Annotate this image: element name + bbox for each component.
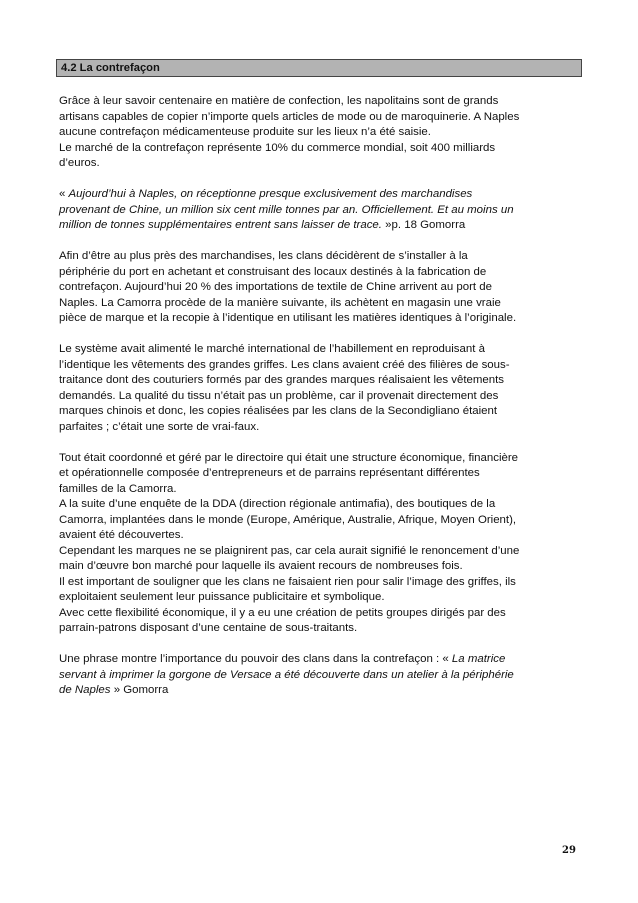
text-segment: exploitaient seulement leur puissance publicitaire et symbolique. — [59, 591, 385, 603]
text-line — [59, 280, 587, 296]
text-segment: Le système avait alimenté le marché international de l’habillement en reproduisant à — [59, 343, 485, 355]
paragraph — [59, 652, 587, 699]
text-line — [59, 156, 587, 172]
text-line — [59, 559, 587, 575]
text-segment: Grâce à leur savoir centenaire en matière de confection, les napolitains sont de grands — [59, 95, 499, 107]
text-segment: parfaites ; c’était une sorte de vrai-faux. — [59, 420, 260, 433]
text-line — [59, 451, 587, 467]
text-line — [59, 606, 587, 622]
italic-quote-text: servant à imprimer la gorgone de Versace a été découverte dans un atelier à la périphérie — [59, 668, 514, 681]
text-line — [59, 311, 587, 327]
text-line — [59, 544, 587, 560]
text-segment: Afin d’être au plus près des marchandises, les clans décidèrent de s’installer à la — [59, 250, 468, 262]
text-line — [59, 404, 587, 420]
text-line — [59, 296, 587, 312]
text-segment: » Gomorra — [110, 684, 169, 696]
text-line — [59, 342, 587, 358]
paragraph — [59, 249, 587, 327]
text-segment: et opérationnelle composée d’entrepreneurs et de parrains représentant différentes — [59, 467, 480, 479]
text-line — [59, 203, 587, 219]
text-line — [59, 466, 587, 482]
paragraph — [59, 451, 587, 637]
text-segment: « — [59, 188, 69, 200]
text-segment: familles de la Camorra. — [59, 482, 177, 495]
body-text — [59, 94, 587, 699]
text-segment: demandés. La qualité du tissu n’était pas un problème, car il provenait directement des — [59, 389, 499, 402]
text-segment: artisans capables de copier n’importe quels articles de mode ou de maroquinerie. A Naples — [59, 110, 520, 123]
text-line — [59, 141, 587, 157]
text-segment: Cependant les marques ne se plaignirent pas, car cela aurait signifié le renoncement d’une — [59, 544, 520, 557]
text-segment: Naples. La Camorra procède de la manière suivante, ils achètent en magasin une vraie — [59, 296, 501, 309]
text-line — [59, 683, 587, 699]
text-line — [59, 125, 587, 141]
text-line — [59, 218, 587, 234]
text-line — [59, 590, 587, 606]
text-segment: A la suite d’une enquête de la DDA (direction régionale antimafia), des boutiques de la — [59, 498, 496, 510]
text-segment: périphérie du port en achetant et construisant des locaux destinés à la fabrication de — [59, 265, 487, 278]
paragraph — [59, 94, 587, 172]
text-line — [59, 187, 587, 203]
text-line — [59, 575, 587, 591]
paragraph — [59, 342, 587, 435]
text-line — [59, 513, 587, 529]
text-segment: Le marché de la contrefaçon représente 10% du commerce mondial, soit 400 milliards — [59, 141, 496, 154]
italic-quote-text: million de tonnes supplémentaires entrent sans laisser de trace. — [59, 219, 382, 231]
text-segment: parrain-patrons disposant d’une centaine de sous-traitants. — [59, 622, 358, 634]
italic-quote-text: Aujourd’hui à Naples, on réceptionne presque exclusivement des marchandises — [68, 188, 473, 200]
section-heading: 4.2 La contrefaçon — [56, 59, 582, 77]
text-segment: aucune contrefaçon médicamenteuse produite sur les lieux n’a été saisie. — [59, 126, 431, 138]
text-segment: pièce de marque et la recopie à l’identique en utilisant les matières identiques à l’originale. — [59, 312, 517, 324]
text-segment: Camorra, implantées dans le monde (Europe, Amérique, Australie, Afrique, Moyen Orient), — [59, 513, 517, 526]
text-line — [59, 110, 587, 126]
text-line — [59, 389, 587, 405]
text-segment: main d’œuvre bon marché pour laquelle ils avaient recours de nombreuses fois. — [59, 560, 463, 572]
text-line — [59, 373, 587, 389]
text-line — [59, 94, 587, 110]
text-segment: traitance dont des couturiers formés par des grandes marques réalisaient les vêtements — [59, 374, 505, 386]
text-line — [59, 265, 587, 281]
text-segment: Une phrase montre l’importance du pouvoir des clans dans la contrefaçon : « — [59, 653, 452, 665]
text-segment: d’euros. — [59, 157, 100, 169]
text-line — [59, 482, 587, 498]
text-segment: Tout était coordonné et géré par le directoire qui était une structure économique, financière — [59, 451, 519, 464]
text-segment: contrefaçon. Aujourd’hui 20 % des importations de textile de Chine arrivent au port de — [59, 281, 492, 293]
text-line — [59, 420, 587, 436]
text-line — [59, 528, 587, 544]
text-segment: »p. 18 Gomorra — [381, 219, 466, 231]
page-number: 29 — [562, 845, 576, 856]
text-line — [59, 358, 587, 374]
italic-quote-text: de Naples — [59, 684, 111, 696]
text-line — [59, 652, 587, 668]
text-segment: Il est important de souligner que les clans ne faisaient rien pour salir l’image des griffes, ils — [59, 575, 516, 588]
italic-quote-text: La matrice — [451, 653, 506, 665]
text-line — [59, 497, 587, 513]
text-segment: marques chinois et donc, les copies réalisées par les clans de la Secondigliano étaient — [59, 405, 498, 417]
text-line — [59, 668, 587, 684]
text-segment: avaient été découvertes. — [59, 529, 184, 541]
text-line — [59, 249, 587, 265]
italic-quote-text: provenant de Chine, un million six cent mille tonnes par an. Officiellement. Et au moins un — [59, 203, 514, 216]
paragraph — [59, 187, 587, 234]
text-line — [59, 621, 587, 637]
text-segment: l’identique les vêtements des grandes griffes. Les clans avaient créé des filières de sous- — [59, 358, 510, 371]
text-segment: Avec cette flexibilité économique, il y a eu une création de petits groupes dirigés par des — [59, 606, 506, 619]
